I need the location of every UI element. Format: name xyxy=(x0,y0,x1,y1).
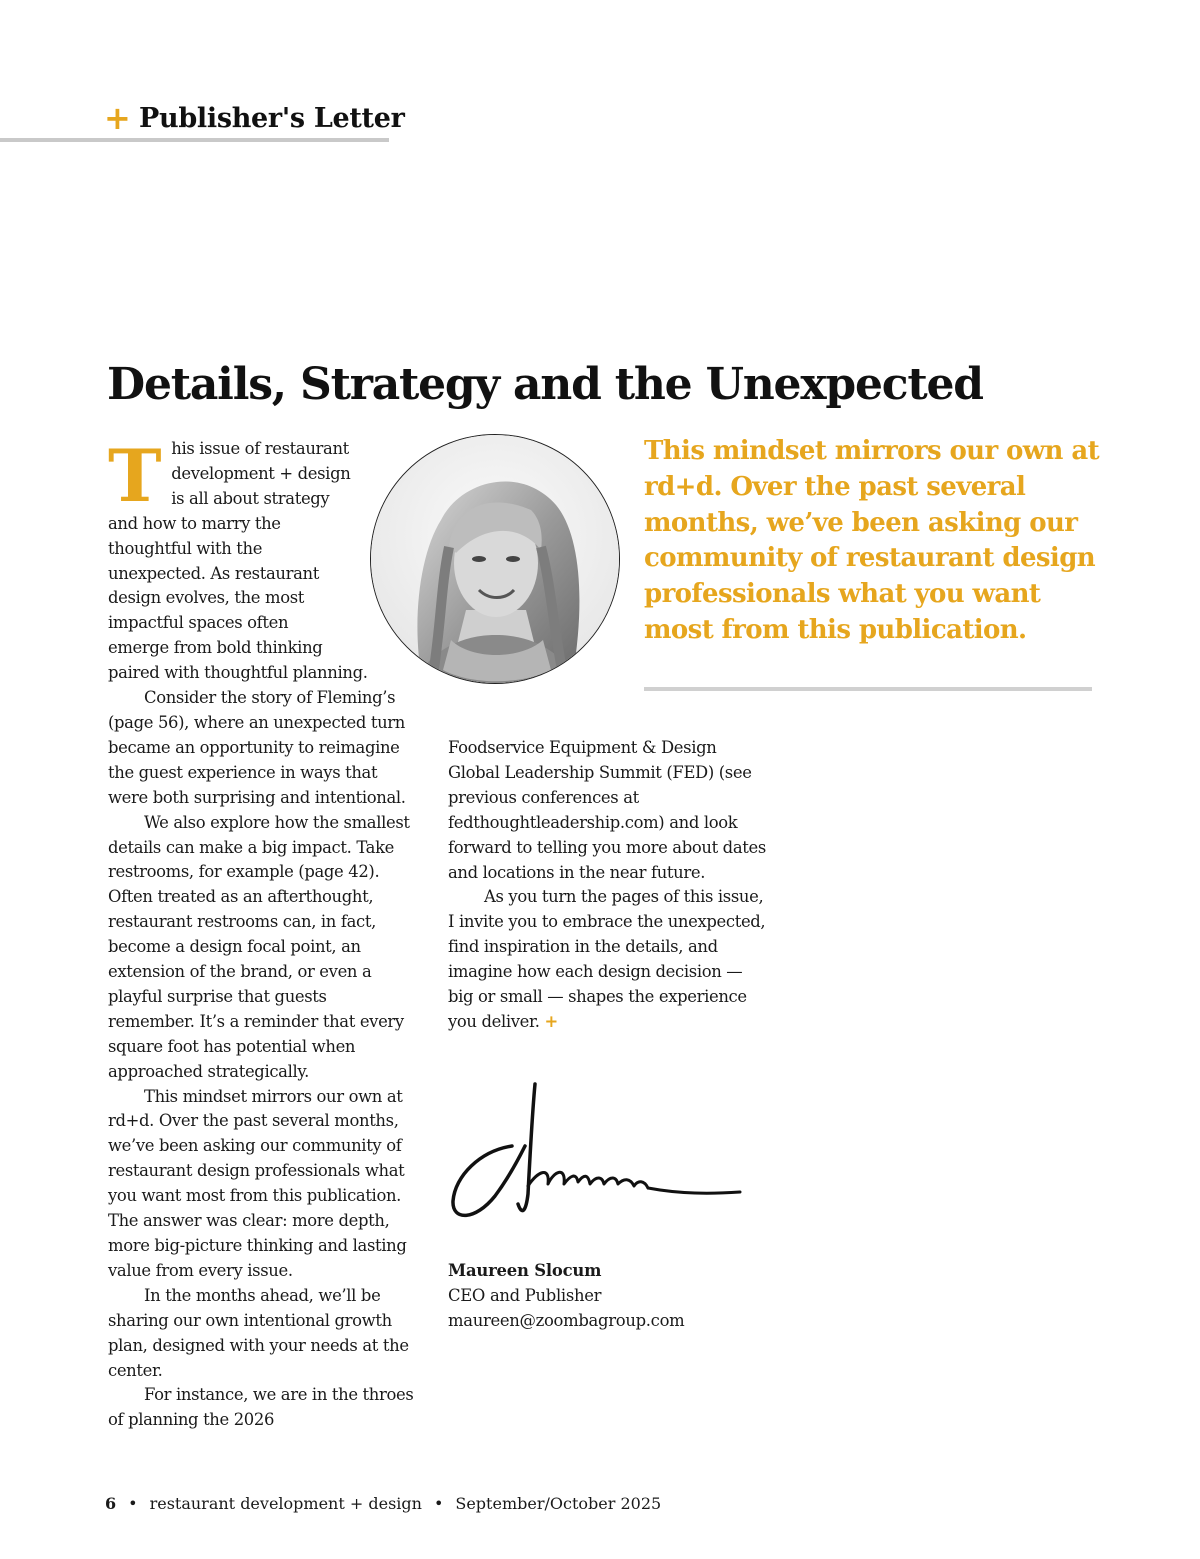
author-name: Maureen Slocum xyxy=(448,1261,602,1280)
paragraph-2: Consider the story of Fleming’s (page 56), where an unexpected turn became an opportunity to reimagine the guest experience in ways that were both surprising and intentional. xyxy=(108,688,406,807)
paragraph-4: This mindset mirrors our own at rd+d. Over the past several months, we’ve been asking our community of restaurant design professionals what you want most from this publication. The answer was clear: more depth, more big-picture thinking and lasting value from every issue. xyxy=(108,1086,407,1280)
pull-quote-rule xyxy=(644,687,1092,691)
issue-date: September/October 2025 xyxy=(455,1494,662,1513)
paragraph-1: T his issue of restaurant development + design is all about strategy and how to marry the thoughtful with the unexpected. As restaurant design evolves, the most impactful spaces often emerge from bold thinking paired with thoughtful planning. xyxy=(108,433,368,683)
drop-cap: T xyxy=(108,433,162,518)
bullet-separator: • xyxy=(433,1494,444,1513)
publisher-portrait xyxy=(370,434,620,684)
page-number: 6 xyxy=(105,1494,117,1513)
article-headline: Details, Strategy and the Unexpected xyxy=(107,359,983,410)
plus-icon: + xyxy=(104,99,131,137)
author-title: CEO and Publisher xyxy=(448,1285,602,1305)
section-label: Publisher's Letter xyxy=(139,103,405,134)
section-header xyxy=(104,98,405,142)
left-column xyxy=(108,433,418,1433)
paragraph-5: In the months ahead, we’ll be sharing our own intentional growth plan, designed with your needs at the center. xyxy=(108,1285,409,1380)
paragraph-3: We also explore how the smallest details can make a big impact. Take restrooms, for example (page 42). Often treated as an afterthought, restaurant restrooms can, in fact, become a design focal point, an extension of the brand, or even a playful surprise that guests remember. It’s a reminder that every square foot has potential when approached strategically. xyxy=(108,812,410,1081)
paragraph-6: For instance, we are in the throes of planning the 2026 xyxy=(108,1385,414,1430)
paragraph-7: Foodservice Equipment & Design Global Leadership Summit (FED) (see previous conferences at fedthoughtleadership.com) and look forward to telling you more about dates and locations in the near future. xyxy=(448,738,766,882)
pull-quote: This mindset mirrors our own at rd+d. Over the past several months, we’ve been asking our community of restaurant design professionals what you want most from this publication. xyxy=(644,436,1099,645)
middle-column xyxy=(448,736,768,1035)
bullet-separator: • xyxy=(128,1494,138,1513)
author-email: maureen@zoombagroup.com xyxy=(448,1310,685,1330)
publication-name: restaurant development + design xyxy=(149,1494,422,1513)
portrait-photo-icon xyxy=(371,435,620,684)
handwritten-signature xyxy=(450,1076,750,1226)
section-rule xyxy=(0,138,389,142)
page-footer xyxy=(105,1492,661,1516)
signature-block xyxy=(448,1259,684,1334)
end-mark-icon: + xyxy=(544,1011,558,1031)
paragraph-8: As you turn the pages of this issue, I invite you to embrace the unexpected, find inspiration in the details, and imagine how each design decision — big or small — shapes the experience you deliver. + xyxy=(448,887,766,1031)
